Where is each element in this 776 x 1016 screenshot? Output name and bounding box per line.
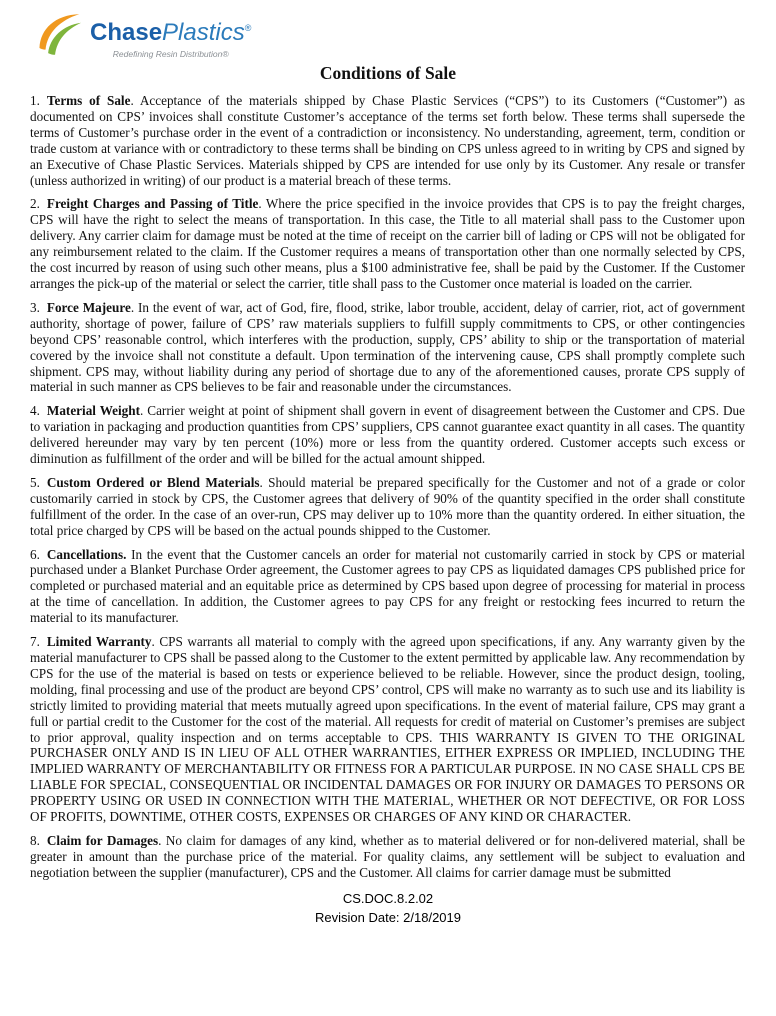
logo-brand-chase: Chase — [90, 19, 163, 46]
paragraph-5 — [30, 475, 745, 539]
paragraph-heading: Claim for Damages — [46, 832, 159, 848]
paragraph-number: 4. — [30, 403, 40, 419]
logo-tagline: Redefining Resin Distribution® — [112, 49, 229, 59]
paragraph-body: . CPS warrants all material to comply with the agreed upon specifications, if any. Any warranty given by the material manufacturer to CPS shall be passed along to the Customer to the extent permitted by applicable law. Any recommendation by CPS for the use of the material is based on tests or experience believed to be reliable. However, since the product design, tooling, molding, final processing and use of the product are beyond CPS’ control, CPS will make no warranty as to such use and its liability is strictly limited to providing material that meets mutually agreed upon specifications. In the event of material failure, CPS may grant a full or partial credit to the Customer for the cost of the material. All requests for credit of material on Customer’s premises are subject to prior approval, quality inspection and on terms acceptable to CPS. THIS WARRANTY IS GIVEN TO THE ORIGINAL PURCHASER ONLY AND IS IN LIEU OF ALL OTHER WARRANTIES, EITHER EXPRESS OR IMPLIED, INCLUDING THE IMPLIED WARRANTY OF MERCHANTABILITY OR FITNESS FOR A PARTICULAR PURPOSE. IN NO CASE SHALL CPS BE LIABLE FOR SPECIAL, CONSEQUENTIAL OR INCIDENTAL DAMAGES OR FOR INJURY OR DAMAGES TO PERSONS OR PROPERTY USING OR USED IN CONNECTION WITH THE MATERIAL, WHETHER OR NOT DEFECTIVE, OR FOR LOSS OF PROFITS, DOWNTIME, OTHER COSTS, EXPENSES OR CHARGES OF ANY KIND OR CHARACTER. — [30, 634, 745, 825]
paragraph-body: In the event that the Customer cancels an order for material not customarily carried in stock by CPS or material purchased under a Blanket Purchase Order agreement, the Customer agrees to pay CPS as liquidated damages CPS published price for completed or purchased material and an equitable price as determined by CPS based upon degree of processing for material in process at the time of cancellation. In addition, the Customer agrees to pay CPS for any freight or restocking fees incurred to return the material to its manufacturer. — [30, 546, 745, 626]
document-footer — [0, 889, 776, 927]
paragraph-number: 5. — [30, 474, 40, 490]
logo-text-block — [90, 21, 251, 59]
paragraph-heading: Freight Charges and Passing of Title — [46, 196, 259, 212]
swoosh-orange-arc — [39, 14, 79, 50]
paragraph-3 — [30, 300, 745, 395]
paragraph-2 — [30, 196, 745, 291]
chase-plastics-logo — [36, 9, 251, 59]
paragraph-number: 2. — [30, 196, 40, 212]
paragraph-1 — [30, 93, 745, 188]
paragraph-heading: Force Majeure — [46, 299, 131, 315]
logo-brand-plastics: Plastics — [162, 19, 245, 46]
paragraph-body: . In the event of war, act of God, fire, flood, strike, labor trouble, accident, delay of carrier, riot, act of government authority, shortage of power, failure of CPS’ raw materials suppliers to fulfill supply commitments to CPS, or other contingencies beyond CPS’ reasonable control, which interferes with the production, supply, CPS’ ability to ship or the transportation of material covered by the invoice shall not constitute a default. Upon termination of the intervening cause, CPS shall promptly complete such shipment. CPS may, without liability during any period of shortage due to any of the aforementioned causes, prorate CPS supply of material in such manner as CPS believes to be fair and reasonable under the circumstances. — [30, 299, 745, 395]
paragraph-8 — [30, 833, 745, 881]
paragraph-body: . Should material be prepared specifically for the Customer and not of a grade or color customarily carried in stock by CPS, the Customer agrees that delivery of 90% of the quantity specified in the order shall constitute fulfillment of the order. In the case of an over-run, CPS may deliver up to 10% more than the quantity ordered. In either situation, the total price charged by CPS will be based on the actual pounds shipped to the Customer. — [30, 474, 745, 538]
doc-code: CS.DOC.8.2.02 — [342, 890, 434, 906]
paragraph-number: 8. — [30, 832, 40, 848]
document-header — [0, 0, 776, 59]
logo-swoosh-icon — [36, 11, 88, 57]
paragraph-heading: Limited Warranty — [46, 634, 152, 650]
paragraph-6 — [30, 547, 745, 627]
paragraph-body: . Carrier weight at point of shipment shall govern in event of disagreement between the Customer and CPS. Due to variation in packaging and production quantities from CPS’ suppliers, CPS cannot guarantee exact quantity in all cases. The quantity delivered hereunder may vary by ten percent (10%) more or less from the quantity ordered. Customer accepts such excess or diminution as fulfillment of the order and will be billed for the actual amount shipped. — [30, 403, 745, 467]
page-title: Conditions of Sale — [319, 63, 457, 83]
paragraph-number: 7. — [30, 634, 40, 650]
paragraph-number: 3. — [30, 299, 40, 315]
paragraph-body: . Acceptance of the materials shipped by Chase Plastic Services (“CPS”) to its Customers (“Customer”) as documented on CPS’ invoices shall constitute Customer’s acceptance of the terms set forth below. These terms shall supersede the terms of Customer’s purchase order in the event of a contradiction or inconsistency. No understanding, agreement, term, condition or trade custom at variance with or contradictory to these terms shall be binding on CPS unless agreed to in writing by CPS and signed by an Executive of Chase Plastic Services. Materials shipped by CPS are intended for use only by its Customer. Any resale or transfer (unless authorized in writing) of our product is a material breach of these terms. — [30, 93, 745, 188]
paragraph-heading: Custom Ordered or Blend Materials — [46, 474, 260, 490]
revision-date: Revision Date: 2/18/2019 — [315, 909, 461, 925]
paragraph-7 — [30, 634, 745, 825]
paragraph-heading: Material Weight — [46, 403, 140, 419]
paragraph-body: . No claim for damages of any kind, whether as to material delivered or for non-delivered material, shall be greater in amount than the purchase price of the material. For quality claims, any settlement will be subject to evaluation and negotiation between the supplier (manufacturer), CPS and the Customer. All claims for carrier damage must be submitted — [30, 832, 745, 880]
paragraph-number: 6. — [30, 546, 40, 562]
logo-brand-name — [90, 21, 251, 45]
paragraph-heading: Terms of Sale — [46, 93, 131, 108]
paragraph-heading: Cancellations. — [46, 546, 127, 562]
paragraph-number: 1. — [30, 93, 40, 108]
paragraph-4 — [30, 403, 745, 467]
paragraph-body: . Where the price specified in the invoice provides that CPS is to pay the freight charges, CPS will have the right to select the means of transportation. In this case, the Title to all material shall pass to the Customer upon delivery. Any carrier claim for damage must be noted at the time of receipt on the carrier bill of lading or CPS will not be obligated for any reimbursement related to the claim. If the Customer requires a means of transportation other than one normally selected by CPS, the cost incurred by reason of using such other means, plus a $100 administrative fee, shall be paid by the Customer. If the Customer arranges the pick-up of the material or select the carrier, title shall pass to the Customer once material is loaded on the carrier. — [30, 196, 745, 291]
terms-list — [0, 93, 776, 881]
logo-registered-mark: ® — [244, 23, 252, 33]
